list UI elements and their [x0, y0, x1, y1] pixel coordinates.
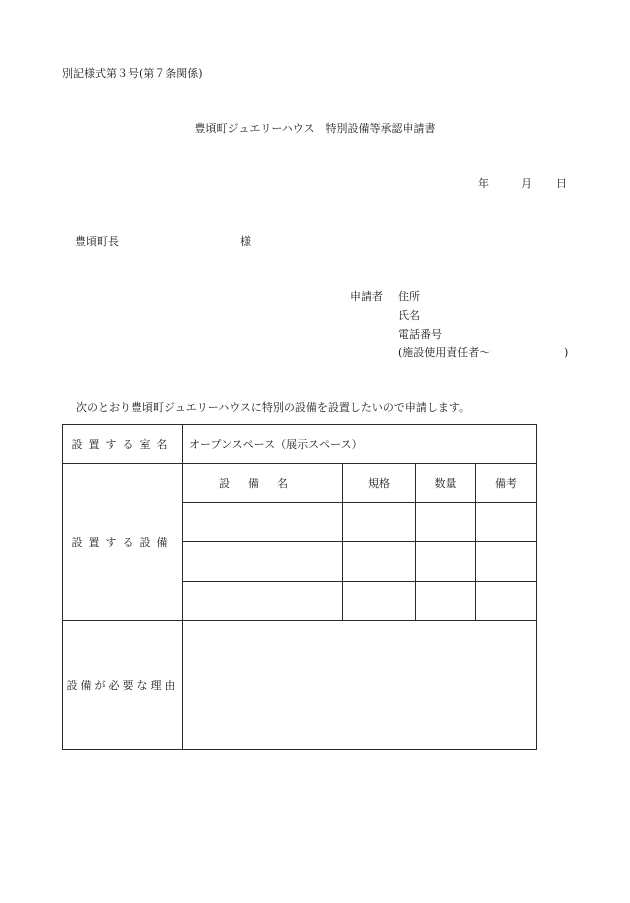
equipment-name-cell[interactable] — [183, 503, 343, 542]
application-table — [62, 424, 537, 750]
addressee: 豊頃町長 — [75, 235, 119, 248]
equipment-note-cell[interactable] — [476, 582, 537, 621]
responsible-person-label: (施設使用責任者〜 — [398, 346, 491, 359]
room-label: 設置する室名 — [63, 425, 183, 464]
date-line — [478, 178, 567, 189]
reason-row — [63, 621, 537, 750]
equipment-name-cell[interactable] — [183, 542, 343, 582]
equipment-note-cell[interactable] — [476, 503, 537, 542]
equipment-header-row — [63, 464, 537, 503]
equipment-qty-cell[interactable] — [416, 582, 476, 621]
equipment-spec-cell[interactable] — [343, 582, 416, 621]
equipment-label: 設置する設備 — [63, 464, 183, 621]
applicant-phone-label: 電話番号 — [398, 328, 442, 341]
applicant-address-label: 住所 — [398, 290, 420, 303]
col-notes: 備考 — [476, 464, 537, 503]
reason-value[interactable] — [183, 621, 537, 750]
room-row — [63, 425, 537, 464]
responsible-person-close: ) — [564, 346, 569, 359]
equipment-spec-cell[interactable] — [343, 503, 416, 542]
applicant-label: 申請者 — [350, 290, 383, 303]
equipment-note-cell[interactable] — [476, 542, 537, 582]
date-day-label: 日 — [556, 177, 567, 190]
equipment-qty-cell[interactable] — [416, 542, 476, 582]
form-number: 別記様式第３号(第７条関係) — [62, 67, 203, 80]
col-equipment-name: 設備名 — [183, 464, 343, 503]
intro-text: 次のとおり豊頃町ジュエリーハウスに特別の設備を設置したいので申請します。 — [76, 401, 471, 414]
equipment-name-cell[interactable] — [183, 582, 343, 621]
date-year-label: 年 — [478, 177, 489, 190]
room-value[interactable]: オープンスペース（展示スペース） — [183, 425, 537, 464]
honorific: 様 — [240, 235, 251, 248]
col-quantity: 数量 — [416, 464, 476, 503]
col-spec: 規格 — [343, 464, 416, 503]
equipment-qty-cell[interactable] — [416, 503, 476, 542]
equipment-spec-cell[interactable] — [343, 542, 416, 582]
applicant-name-label: 氏名 — [398, 309, 420, 322]
date-month-label: 月 — [521, 177, 532, 190]
reason-label: 設備が必要な理由 — [63, 621, 183, 750]
document-title: 豊頃町ジュエリーハウス 特別設備等承認申請書 — [194, 122, 436, 135]
